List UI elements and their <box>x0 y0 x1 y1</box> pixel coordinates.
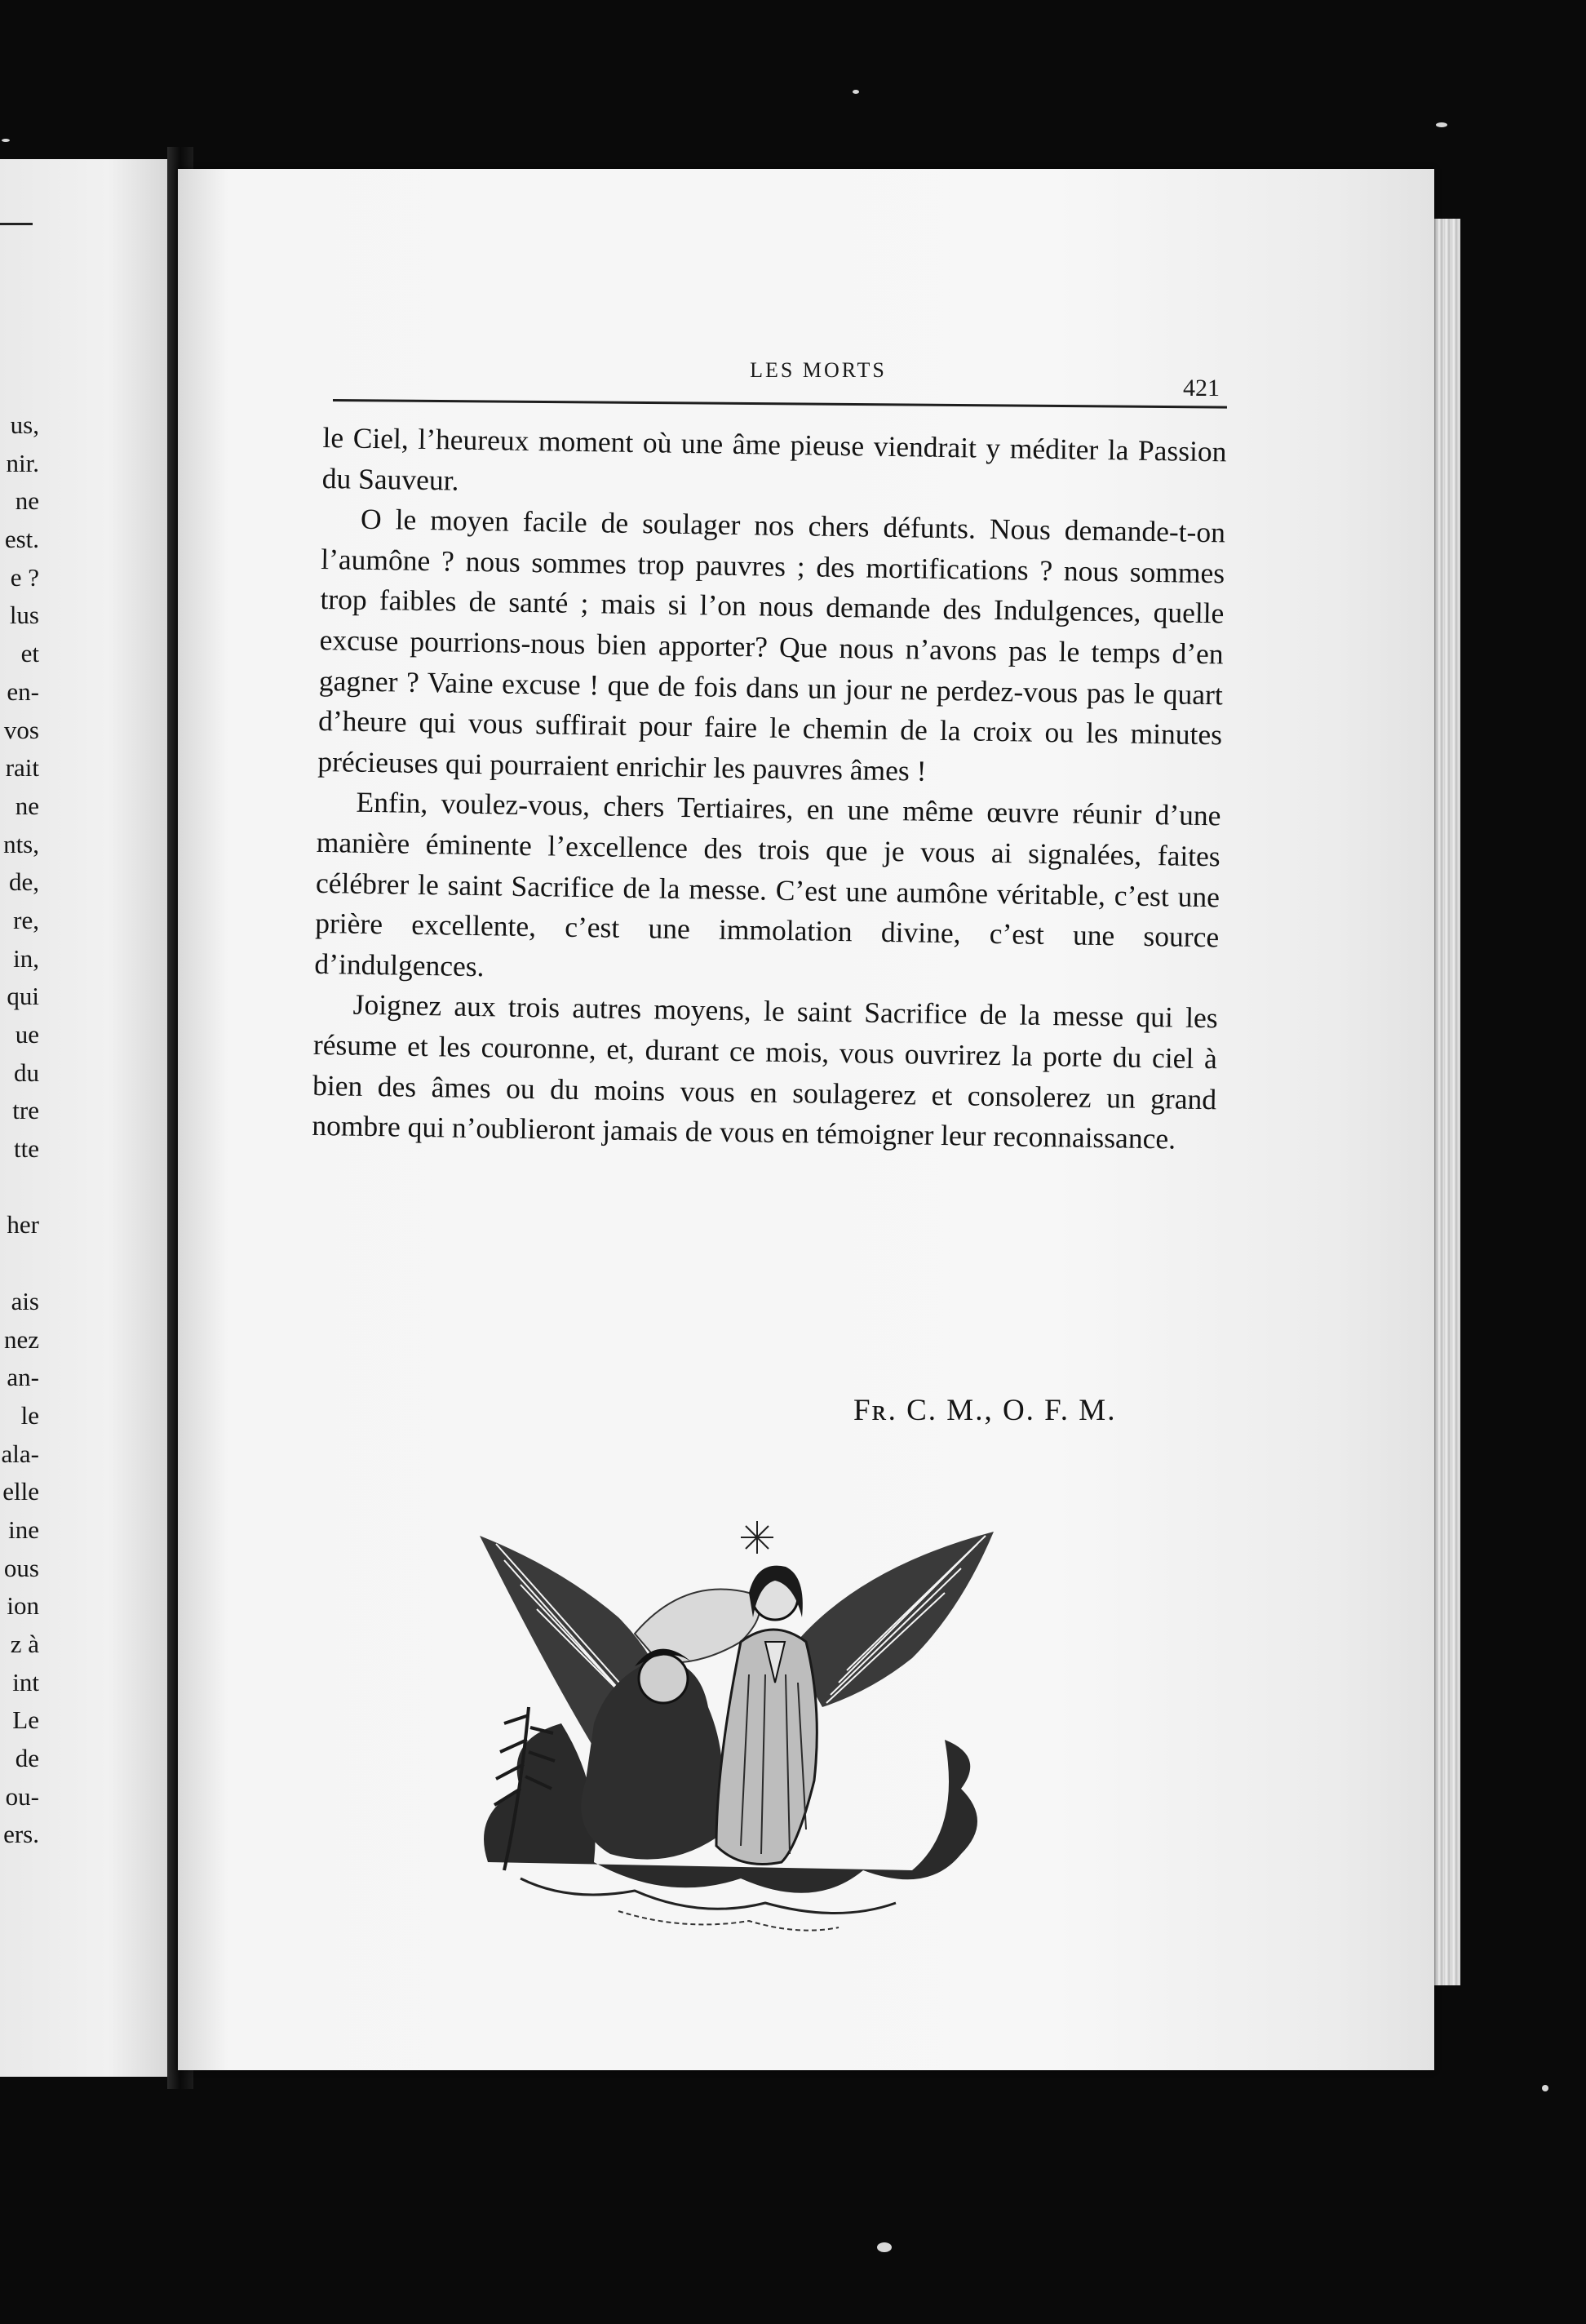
line-end: vos <box>3 715 39 744</box>
header-rule <box>333 399 1227 409</box>
line-end: ala- <box>1 1439 39 1468</box>
paragraph: O le moyen facile de soulager nos chers défunts. Nous demande-t-on l’aumône ? nous sommes trop pauvres ; des mortifications ? nous sommes trop faibles de santé ; mais si l’on nous demande des Indulgences, quelle excuse pourrions-nous bien apporter? Que nous n’avons pas le temps d’en gagner ? Vaine excuse ! que de fois dans un jour ne perdez-vous pas le quart d’heure qui vous suffirait pour faire le chemin de la croix ou les minutes précieuses qui pourraient enrichir les pauvres âmes ! <box>317 502 1226 787</box>
line-end: re, <box>13 905 39 934</box>
line-end: tte <box>14 1134 39 1164</box>
body-text <box>312 418 1227 1160</box>
line-end: ue <box>15 1020 39 1049</box>
dust-speck <box>2 139 10 142</box>
running-head: LES MORTS <box>750 358 887 382</box>
signature: Fʀ. C. M., O. F. M. <box>853 1394 1117 1427</box>
line-end: de <box>15 1744 39 1773</box>
dust-speck <box>877 2242 892 2252</box>
line-end: ous <box>3 1553 39 1582</box>
line-end: ine <box>8 1515 39 1544</box>
line-end: ais <box>11 1286 39 1315</box>
line-end: ou- <box>5 1781 39 1811</box>
dust-speck <box>1436 122 1447 127</box>
line-end: du <box>14 1058 39 1087</box>
cloud-shape <box>618 1911 839 1931</box>
line-end: nts, <box>3 829 39 858</box>
line-end: en- <box>7 676 39 706</box>
line-end: in, <box>13 943 39 973</box>
previous-page-line-ends <box>0 406 39 1854</box>
line-end: e ? <box>10 562 39 592</box>
line-end: Le <box>12 1705 39 1735</box>
line-end: nez <box>3 1324 39 1354</box>
previous-page-rule <box>0 223 33 225</box>
line-end: elle <box>2 1477 39 1506</box>
line-end: tre <box>12 1096 39 1125</box>
line-end: le <box>20 1400 39 1430</box>
line-end: ion <box>7 1591 39 1621</box>
dust-speck <box>1542 2085 1548 2091</box>
line-end: us, <box>10 410 39 439</box>
book-page <box>178 169 1434 2070</box>
line-end: her <box>7 1210 39 1240</box>
line-end: ne <box>15 791 39 820</box>
paragraph: Joignez aux trois autres moyens, le saint Sacrifice de la messe qui les résume et les couronne, et, durant ce mois, vous ouvrirez la porte du ciel à bien des âmes ou du moins vous en soulagerez et consolerez un grand nombre qui n’oublieront jamais de vous en témoigner leur reconnaissance. <box>312 987 1218 1155</box>
line-end: qui <box>7 982 39 1011</box>
angels-vignette <box>472 1519 994 1952</box>
paragraph: le Ciel, l’heureux moment où une âme pieuse viendrait y méditer la Passion du Sauveur. <box>321 420 1227 497</box>
line-end: est. <box>4 525 39 554</box>
star-icon <box>741 1521 773 1554</box>
line-end: z à <box>10 1630 39 1658</box>
line-end: de, <box>8 867 39 897</box>
line-end: rait <box>5 753 39 783</box>
line-end: ers. <box>3 1820 39 1849</box>
line-end: int <box>12 1667 39 1696</box>
line-end <box>0 1244 39 1283</box>
paragraph: Enfin, voulez-vous, chers Tertiaires, en une même œuvre réunir d’une manière éminente l’excellence des trois que je vous ai signalées, faites célébrer le saint Sacrifice de la messe. C’est une aumône véritable, c’est une prière excellente, c’est une immolation divine, c’est une source d’indulgences. <box>314 786 1221 982</box>
line-end: an- <box>7 1363 39 1392</box>
dust-speck <box>853 90 859 94</box>
line-end: nir. <box>6 448 39 477</box>
line-end: ne <box>15 486 39 516</box>
line-end: et <box>20 639 39 668</box>
line-end <box>0 1169 39 1207</box>
line-end: lus <box>9 601 39 630</box>
page-number: 421 <box>1183 375 1220 401</box>
angel-head <box>639 1654 688 1703</box>
